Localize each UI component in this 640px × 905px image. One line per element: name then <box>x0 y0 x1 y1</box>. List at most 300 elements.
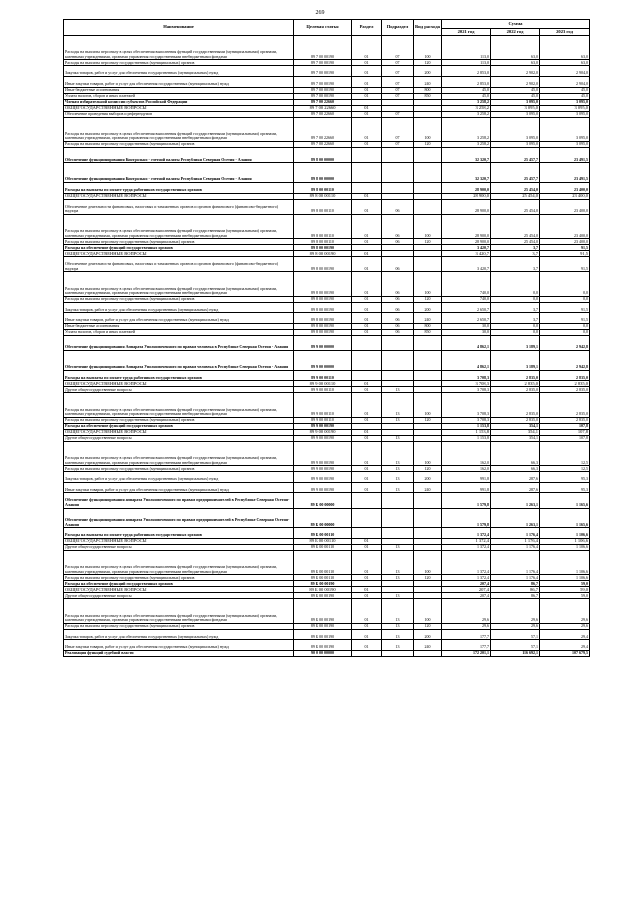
cell-target-article: 89 Б 00 00110 <box>294 575 352 581</box>
cell-name: Реализация функций судебной власти <box>64 650 294 656</box>
cell-subsection <box>382 370 414 381</box>
cell-section: 01 <box>352 257 382 272</box>
cell-name: Расходы на выплаты персоналу государственных (муниципальных) органов <box>64 623 294 629</box>
table-row <box>64 182 590 193</box>
cell-sum-2021: 2 650,7 <box>442 313 491 324</box>
cell-sum-2023: 2 835,0 <box>540 381 590 387</box>
cell-name: Расходы на выплаты персоналу в целях обеспечения выполнения функций государственными (муниципальными) органами, казенными учреждениями, органами управления государственными внебюджетными фондами <box>64 551 294 575</box>
cell-subsection: 13 <box>382 441 414 465</box>
cell-sum-2023: 3 095,0 <box>540 105 590 111</box>
cell-subsection: 13 <box>382 417 414 423</box>
cell-sum-2023: 2 942,8 <box>540 335 590 350</box>
cell-expense-type <box>414 493 442 508</box>
cell-sum-2023: 23 400,0 <box>540 199 590 214</box>
cell-sum-2021: 3 708,3 <box>442 387 491 393</box>
cell-expense-type: 120 <box>414 466 442 472</box>
cell-subsection <box>382 163 414 183</box>
cell-subsection: 06 <box>382 257 414 272</box>
table-row <box>64 214 590 238</box>
table-row <box>64 599 590 623</box>
cell-sum-2022: 57,1 <box>491 629 540 640</box>
table-row <box>64 528 590 539</box>
cell-expense-type: 120 <box>414 575 442 581</box>
cell-sum-2023: 107,8 <box>540 423 590 429</box>
cell-name: Расходы на обеспечение функций государственных органов <box>64 423 294 429</box>
page-number: 269 <box>315 10 325 16</box>
cell-sum-2023: 59,0 <box>540 581 590 587</box>
cell-sum-2022: 3 095,0 <box>491 99 540 105</box>
cell-target-article: 89 Б 00 00000 <box>294 508 352 528</box>
cell-expense-type: 120 <box>414 141 442 147</box>
cell-name: Обеспечение деятельности финансовых, налоговых и таможенных органов и органов финансового (финансово-бюджетного) надзора <box>64 199 294 214</box>
cell-target-article: 89 7 00 00190 <box>294 66 352 77</box>
cell-sum-2023: 91,5 <box>540 245 590 251</box>
cell-name: Расходы на выплаты по оплате труда работников государственных органов <box>64 528 294 539</box>
cell-subsection: 13 <box>382 593 414 599</box>
cell-target-article: 89 9 00 00110 <box>294 417 352 423</box>
cell-sum-2022: 0,0 <box>491 272 540 296</box>
cell-subsection: 13 <box>382 599 414 623</box>
cell-subsection: 07 <box>382 36 414 60</box>
cell-section: 01 <box>352 313 382 324</box>
cell-expense-type <box>414 508 442 528</box>
cell-sum-2021: 45,0 <box>442 87 491 93</box>
cell-subsection: 06 <box>382 313 414 324</box>
cell-sum-2022: 3,7 <box>491 257 540 272</box>
cell-target-article: 89 9 00 00190 <box>294 441 352 465</box>
cell-subsection: 13 <box>382 551 414 575</box>
cell-subsection: 07 <box>382 141 414 147</box>
cell-sum-2022: 25 457,7 <box>491 147 540 162</box>
cell-target-article: 89 8 00 00190 <box>294 323 352 329</box>
cell-sum-2021: 4 862,1 <box>442 335 491 350</box>
cell-name: Расходы на выплаты персоналу в целях обеспечения выполнения функций государственными (муниципальными) органами, казенными учреждениями, органами управления государственными внебюджетными фондами <box>64 393 294 417</box>
cell-section: 01 <box>352 429 382 435</box>
cell-sum-2023: 95,3 <box>540 472 590 483</box>
cell-section: 01 <box>352 587 382 593</box>
cell-name: Расходы на выплаты персоналу в целях обеспечения выполнения функций государственными (муниципальными) органами, казенными учреждениями, органами управления государственными внебюджетными фондами <box>64 599 294 623</box>
cell-target-article: 89 7 00 22660 <box>294 141 352 147</box>
cell-name: ОБЩЕГОСУДАРСТВЕННЫЕ ВОПРОСЫ <box>64 429 294 435</box>
cell-sum-2021: 2 853,0 <box>442 76 491 87</box>
cell-sum-2021: 29,6 <box>442 623 491 629</box>
cell-section <box>352 147 382 162</box>
cell-sum-2023: 45,0 <box>540 87 590 93</box>
cell-subsection <box>382 147 414 162</box>
cell-sum-2021: 28 900,0 <box>442 193 491 199</box>
cell-sum-2021: 3 708,3 <box>442 370 491 381</box>
cell-section: 01 <box>352 87 382 93</box>
cell-subsection: 13 <box>382 472 414 483</box>
cell-sum-2021: 3 258,2 <box>442 105 491 111</box>
cell-sum-2022: 2 835,0 <box>491 387 540 393</box>
cell-sum-2021: 1 372,4 <box>442 545 491 551</box>
cell-subsection: 06 <box>382 272 414 296</box>
cell-subsection: 07 <box>382 87 414 93</box>
cell-expense-type: 100 <box>414 117 442 141</box>
table-row <box>64 117 590 141</box>
cell-target-article: 89 8 00 00190 <box>294 313 352 324</box>
cell-expense-type: 100 <box>414 36 442 60</box>
cell-section: 01 <box>352 629 382 640</box>
cell-subsection: 13 <box>382 435 414 441</box>
cell-section: 01 <box>352 214 382 238</box>
cell-subsection: 06 <box>382 239 414 245</box>
cell-sum-2023: 59,0 <box>540 593 590 599</box>
cell-section <box>352 370 382 381</box>
cell-subsection: 06 <box>382 323 414 329</box>
cell-target-article: 89 Б 00 00190 <box>294 623 352 629</box>
cell-sum-2023: 1 106,6 <box>540 539 590 545</box>
cell-sum-2023: 12,5 <box>540 466 590 472</box>
cell-sum-2022: 1 176,4 <box>491 551 540 575</box>
cell-target-article: 89 8 00 00190 <box>294 257 352 272</box>
cell-sum-2021: 177,7 <box>442 640 491 651</box>
cell-sum-2022: 0,0 <box>491 323 540 329</box>
cell-section: 01 <box>352 251 382 257</box>
cell-sum-2021: 1 153,8 <box>442 429 491 435</box>
cell-sum-2021: 991,8 <box>442 472 491 483</box>
cell-section: 01 <box>352 539 382 545</box>
cell-name: Закупка товаров, работ и услуг для обеспечения государственных (муниципальных) нужд <box>64 66 294 77</box>
table-row <box>64 370 590 381</box>
cell-sum-2022: 354,1 <box>491 435 540 441</box>
cell-sum-2023: 23 400,0 <box>540 214 590 238</box>
cell-sum-2022: 45,0 <box>491 93 540 99</box>
cell-subsection: 07 <box>382 117 414 141</box>
cell-sum-2021: 162,0 <box>442 441 491 465</box>
header-section: Раздел <box>352 20 382 36</box>
cell-sum-2021: 1 153,8 <box>442 423 491 429</box>
cell-expense-type: 240 <box>414 640 442 651</box>
cell-subsection: 13 <box>382 623 414 629</box>
cell-sum-2022: 3 095,0 <box>491 117 540 141</box>
cell-target-article: 89 9 00 00190 <box>294 466 352 472</box>
cell-expense-type <box>414 147 442 162</box>
cell-sum-2023: 0,0 <box>540 329 590 335</box>
cell-sum-2021: 28 900,0 <box>442 214 491 238</box>
cell-section: 01 <box>352 623 382 629</box>
cell-sum-2021: 30,0 <box>442 323 491 329</box>
cell-subsection <box>382 508 414 528</box>
cell-subsection: 07 <box>382 66 414 77</box>
cell-subsection: 06 <box>382 214 414 238</box>
cell-name: Закупка товаров, работ и услуг для обеспечения государственных (муниципальных) нужд <box>64 302 294 313</box>
cell-sum-2022: 66,3 <box>491 441 540 465</box>
cell-sum-2021: 740,0 <box>442 296 491 302</box>
cell-sum-2022: 2 835,0 <box>491 393 540 417</box>
cell-sum-2023: 0,0 <box>540 296 590 302</box>
cell-sum-2023: 12,5 <box>540 441 590 465</box>
cell-section: 01 <box>352 302 382 313</box>
cell-sum-2021: 3 420,7 <box>442 251 491 257</box>
cell-target-article: 89 8 00 00000 <box>294 147 352 162</box>
cell-sum-2021: 3 258,2 <box>442 99 491 105</box>
cell-sum-2021: 3 708,3 <box>442 393 491 417</box>
cell-sum-2023: 29,4 <box>540 640 590 651</box>
cell-section: 01 <box>352 417 382 423</box>
cell-target-article: 89 9 00 00110 <box>294 370 352 381</box>
cell-name: Закупка товаров, работ и услуг для обеспечения государственных (муниципальных) нужд <box>64 629 294 640</box>
cell-sum-2021: 3 420,7 <box>442 257 491 272</box>
cell-sum-2022: 86,7 <box>491 581 540 587</box>
cell-section: 01 <box>352 466 382 472</box>
table-row <box>64 147 590 162</box>
cell-expense-type: 850 <box>414 329 442 335</box>
table-row <box>64 441 590 465</box>
cell-section: 01 <box>352 575 382 581</box>
cell-sum-2021: 4 862,1 <box>442 351 491 371</box>
cell-sum-2023: 107,8 <box>540 435 590 441</box>
cell-section: 01 <box>352 296 382 302</box>
cell-target-article: 89 Б 00 00000 <box>294 493 352 508</box>
cell-target-article: 89 9 00 00190 <box>294 482 352 493</box>
cell-sum-2021: 32 320,7 <box>442 163 491 183</box>
cell-section <box>352 508 382 528</box>
cell-target-article: 89 Б 00 00190 <box>294 640 352 651</box>
cell-sum-2023: 1 106,6 <box>540 575 590 581</box>
cell-target-article: 89 Б 00 00190 <box>294 629 352 640</box>
cell-sum-2022: 0,0 <box>491 296 540 302</box>
cell-expense-type <box>414 163 442 183</box>
cell-name: Расходы на выплаты персоналу государственных (муниципальных) органов <box>64 60 294 66</box>
cell-sum-2021: 1 372,4 <box>442 528 491 539</box>
table-row <box>64 66 590 77</box>
cell-sum-2021: 3 708,3 <box>442 381 491 387</box>
cell-sum-2022: 63,0 <box>491 36 540 60</box>
cell-name: Расходы на выплаты персоналу государственных (муниципальных) органов <box>64 141 294 147</box>
cell-sum-2022: 3 095,0 <box>491 111 540 117</box>
cell-section <box>352 335 382 350</box>
table-row <box>64 335 590 350</box>
cell-name: ОБЩЕГОСУДАРСТВЕННЫЕ ВОПРОСЫ <box>64 539 294 545</box>
cell-expense-type <box>414 182 442 193</box>
cell-subsection <box>382 528 414 539</box>
cell-sum-2023: 1 106,6 <box>540 551 590 575</box>
cell-section: 01 <box>352 141 382 147</box>
cell-sum-2021: 45,0 <box>442 93 491 99</box>
cell-subsection: 07 <box>382 111 414 117</box>
cell-expense-type: 100 <box>414 393 442 417</box>
cell-sum-2023: 29,4 <box>540 629 590 640</box>
cell-sum-2022: 3,7 <box>491 302 540 313</box>
cell-section: 01 <box>352 36 382 60</box>
cell-sum-2023: 1 106,6 <box>540 528 590 539</box>
cell-sum-2021: 3 258,2 <box>442 141 491 147</box>
cell-sum-2023: 91,5 <box>540 313 590 324</box>
cell-sum-2021: 740,0 <box>442 272 491 296</box>
cell-subsection: 07 <box>382 60 414 66</box>
cell-target-article: 89 7 00 00190 <box>294 93 352 99</box>
cell-section <box>352 182 382 193</box>
cell-name: Иные закупки товаров, работ и услуг для обеспечения государственных (муниципальных) нужд <box>64 76 294 87</box>
cell-expense-type <box>414 335 442 350</box>
cell-sum-2022: 25 454,0 <box>491 214 540 238</box>
cell-sum-2022: 3,7 <box>491 251 540 257</box>
cell-sum-2023: 23 491,5 <box>540 163 590 183</box>
cell-target-article: 89 9 00 00000 <box>294 335 352 350</box>
cell-sum-2022: 45,0 <box>491 87 540 93</box>
cell-sum-2023: 63,0 <box>540 36 590 60</box>
cell-sum-2023: 29,6 <box>540 599 590 623</box>
cell-sum-2021: 207,4 <box>442 587 491 593</box>
cell-sum-2022: 3,7 <box>491 313 540 324</box>
cell-section: 01 <box>352 93 382 99</box>
cell-sum-2021: 2 853,0 <box>442 66 491 77</box>
table-row <box>64 551 590 575</box>
cell-subsection: 13 <box>382 545 414 551</box>
cell-name: ОБЩЕГОСУДАРСТВЕННЫЕ ВОПРОСЫ <box>64 251 294 257</box>
cell-subsection: 13 <box>382 393 414 417</box>
cell-subsection <box>382 335 414 350</box>
cell-target-article: 89 7 00 00190 <box>294 87 352 93</box>
cell-name: Иные закупки товаров, работ и услуг для обеспечения государственных (муниципальных) нужд <box>64 482 294 493</box>
cell-sum-2021: 162,0 <box>442 466 491 472</box>
cell-expense-type: 200 <box>414 472 442 483</box>
cell-sum-2021: 3 258,2 <box>442 111 491 117</box>
cell-expense-type: 240 <box>414 313 442 324</box>
table-row <box>64 36 590 60</box>
cell-section <box>352 528 382 539</box>
cell-sum-2022: 3 189,1 <box>491 351 540 371</box>
cell-sum-2022: 2 835,0 <box>491 381 540 387</box>
cell-sum-2022: 66,3 <box>491 466 540 472</box>
cell-expense-type: 240 <box>414 76 442 87</box>
table-row <box>64 650 590 656</box>
cell-sum-2023: 2 835,0 <box>540 370 590 381</box>
cell-subsection: 06 <box>382 199 414 214</box>
cell-sum-2022: 25 454,0 <box>491 239 540 245</box>
cell-target-article: 89 8 00 00110 <box>294 239 352 245</box>
cell-sum-2023: 3 095,0 <box>540 141 590 147</box>
cell-sum-2022: 29,6 <box>491 599 540 623</box>
cell-expense-type: 120 <box>414 417 442 423</box>
cell-section: 01 <box>352 117 382 141</box>
cell-subsection: 06 <box>382 302 414 313</box>
cell-sum-2021: 3 420,7 <box>442 245 491 251</box>
cell-target-article: 89 8 00 00190 <box>294 272 352 296</box>
cell-name: Расходы на обеспечение функций государственных органов <box>64 245 294 251</box>
cell-sum-2023: 2 835,0 <box>540 393 590 417</box>
cell-expense-type: 800 <box>414 87 442 93</box>
cell-expense-type <box>414 370 442 381</box>
cell-sum-2022: 3 095,0 <box>491 105 540 111</box>
cell-subsection: 06 <box>382 296 414 302</box>
cell-target-article: 89 Б 00 00110 <box>294 528 352 539</box>
cell-name: Расходы на выплаты персоналу государственных (муниципальных) органов <box>64 296 294 302</box>
table-row <box>64 351 590 371</box>
cell-name: Иные бюджетные ассигнования <box>64 323 294 329</box>
cell-sum-2023: 95,3 <box>540 482 590 493</box>
cell-sum-2022: 2 835,0 <box>491 370 540 381</box>
cell-name: ОБЩЕГОСУДАРСТВЕННЫЕ ВОПРОСЫ <box>64 193 294 199</box>
cell-sum-2021: 113,0 <box>442 36 491 60</box>
cell-name: Другие общегосударственные вопросы <box>64 593 294 599</box>
cell-sum-2023: 23 400,0 <box>540 182 590 193</box>
cell-sum-2021: 1 579,8 <box>442 493 491 508</box>
table-row <box>64 272 590 296</box>
cell-subsection: 13 <box>382 387 414 393</box>
cell-target-article: 89 9 00 00000 <box>294 351 352 371</box>
cell-subsection: 07 <box>382 76 414 87</box>
cell-sum-2022: 86,7 <box>491 593 540 599</box>
cell-sum-2021: 1 372,4 <box>442 575 491 581</box>
cell-target-article: 89 7 00 22660 <box>294 99 352 105</box>
cell-subsection: 06 <box>382 329 414 335</box>
cell-name: Уплата налогов, сборов и иных платежей <box>64 329 294 335</box>
table-row <box>64 302 590 313</box>
cell-expense-type: 100 <box>414 272 442 296</box>
cell-sum-2021: 28 900,0 <box>442 182 491 193</box>
table-row <box>64 472 590 483</box>
table-row <box>64 199 590 214</box>
cell-section: 01 <box>352 393 382 417</box>
cell-sum-2022: 63,0 <box>491 60 540 66</box>
cell-subsection: 13 <box>382 629 414 640</box>
cell-section <box>352 493 382 508</box>
cell-sum-2022: 1 176,4 <box>491 545 540 551</box>
cell-section: 01 <box>352 199 382 214</box>
cell-expense-type: 100 <box>414 214 442 238</box>
cell-sum-2023: 29,6 <box>540 623 590 629</box>
cell-sum-2023: 0,0 <box>540 272 590 296</box>
cell-sum-2023: 1 106,6 <box>540 545 590 551</box>
cell-expense-type <box>414 257 442 272</box>
header-name: Наименование <box>64 20 294 36</box>
cell-section: 01 <box>352 193 382 199</box>
cell-target-article: 89 9 00 00110 <box>294 387 352 393</box>
cell-target-article: 89 Б 00 00110 <box>294 551 352 575</box>
cell-subsection <box>382 493 414 508</box>
cell-sum-2023: 3 095,0 <box>540 117 590 141</box>
cell-name: Иные закупки товаров, работ и услуг для обеспечения государственных (муниципальных) нужд <box>64 640 294 651</box>
cell-sum-2022: 25 454,0 <box>491 182 540 193</box>
cell-name: Закупка товаров, работ и услуг для обеспечения государственных (муниципальных) нужд <box>64 472 294 483</box>
cell-section: 01 <box>352 66 382 77</box>
cell-sum-2021: 991,8 <box>442 482 491 493</box>
cell-section: 01 <box>352 329 382 335</box>
cell-expense-type: 200 <box>414 66 442 77</box>
cell-section <box>352 163 382 183</box>
table-row <box>64 629 590 640</box>
cell-sum-2023: 2 904,0 <box>540 66 590 77</box>
cell-target-article: 89 8 00 00190 <box>294 245 352 251</box>
cell-name: Расходы на выплаты персоналу государственных (муниципальных) органов <box>64 239 294 245</box>
header-year-2023: 2023 год <box>540 29 590 36</box>
cell-expense-type: 120 <box>414 239 442 245</box>
cell-expense-type <box>414 199 442 214</box>
cell-target-article: 89 8 00 00110 <box>294 214 352 238</box>
cell-target-article: 89 7 00 22660 <box>294 105 352 111</box>
table-body <box>64 36 590 657</box>
cell-section: 01 <box>352 545 382 551</box>
cell-name: Расходы на выплаты персоналу в целях обеспечения выполнения функций государственными (муниципальными) органами, казенными учреждениями, органами управления государственными внебюджетными фондами <box>64 214 294 238</box>
cell-sum-2021: 2 650,7 <box>442 302 491 313</box>
cell-sum-2021: 113,0 <box>442 60 491 66</box>
cell-target-article: 89 7 00 00190 <box>294 60 352 66</box>
header-subsection: Подраздел <box>382 20 414 36</box>
cell-sum-2021: 3 708,3 <box>442 417 491 423</box>
cell-sum-2023: 59,0 <box>540 587 590 593</box>
cell-sum-2021: 29,6 <box>442 599 491 623</box>
cell-sum-2023: 107,8 <box>540 429 590 435</box>
cell-target-article: 89 Б 00 00190 <box>294 581 352 587</box>
cell-target-article: 89 9 00 00190 <box>294 435 352 441</box>
cell-section: 01 <box>352 472 382 483</box>
cell-sum-2021: 172 201,1 <box>442 650 491 656</box>
cell-target-article: 89 9 00 00190 <box>294 472 352 483</box>
cell-target-article: 89 7 00 22660 <box>294 117 352 141</box>
